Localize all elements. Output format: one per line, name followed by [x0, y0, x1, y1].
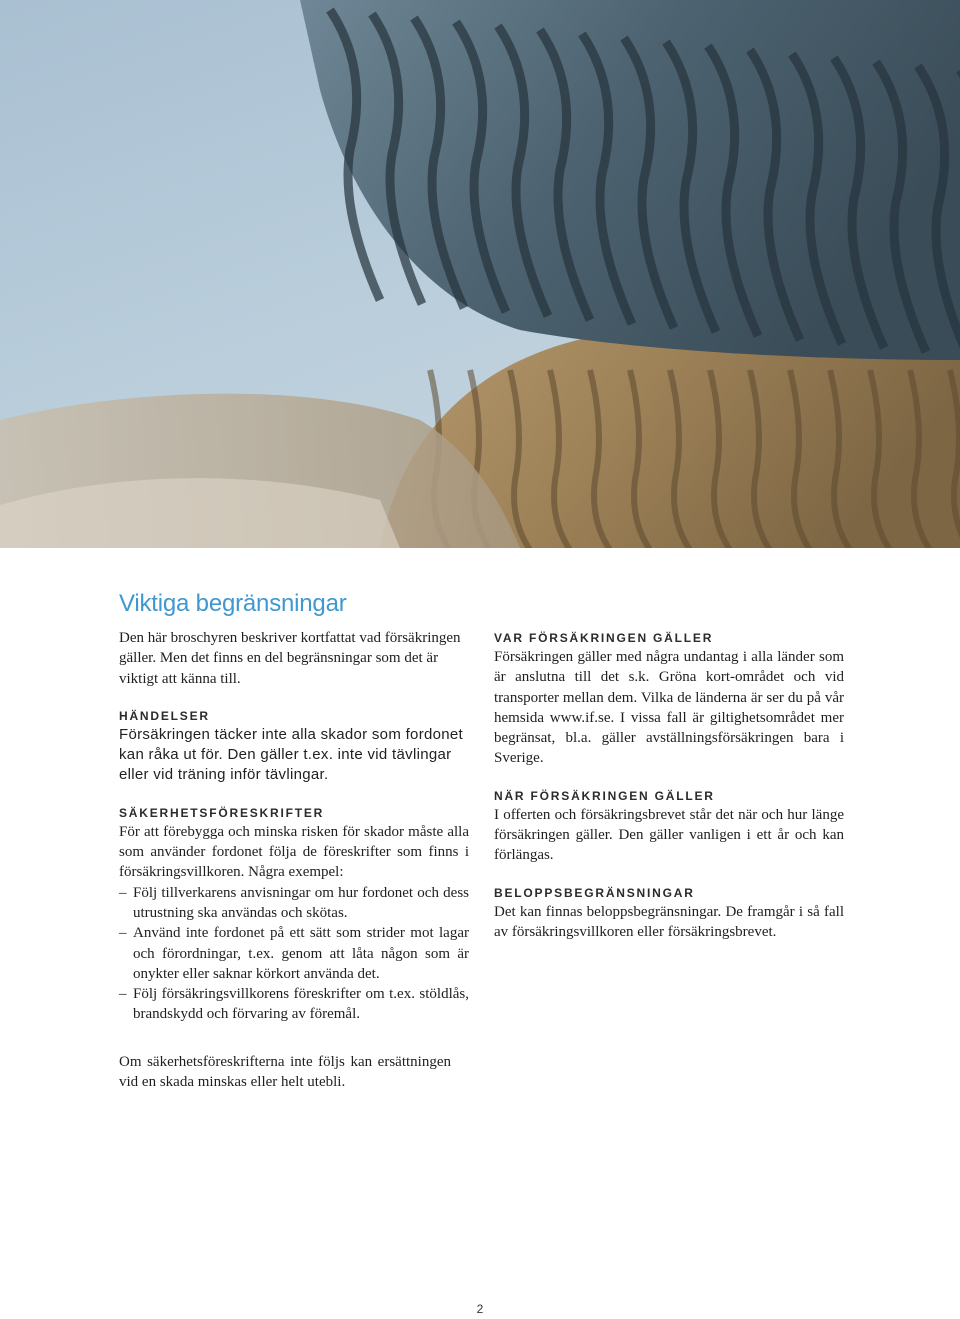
page-title: Viktiga begränsningar [119, 590, 347, 617]
section-body: Försäkringen gäller med några undantag i alla länder som är anslutna till det s.k. Gröna kort-området och vid transporter mellan dem. Vilka de länderna är ser du på vår hemsida www.if.se. I vissa fall är giltighetsområdet mer begränsat, bl.a. gäller avställningsförsäkringen bara i Sverige. [494, 649, 844, 767]
right-column [494, 631, 844, 942]
section-heading: SÄKERHETSFÖRESKRIFTER [119, 805, 325, 820]
section-body: I offerten och försäkringsbrevet står det när och hur länge försäkringen gäller. Den gäller vanligen i ett år och kan förlängas. [494, 806, 844, 864]
section-sakerhetsforeskrifter [119, 806, 469, 1025]
section-heading: HÄNDELSER [119, 708, 210, 723]
section-heading: VAR FÖRSÄKRINGEN GÄLLER [494, 631, 714, 645]
section-heading: BELOPPSBEGRÄNSNINGAR [494, 885, 695, 900]
stacked-tires-illustration [0, 0, 960, 548]
closing-paragraph: Om säkerhetsföreskrifterna inte följs kan ersättningen vid en skada minskas eller helt utebli. [119, 1054, 451, 1091]
list-item: – Följ försäkringsvillkorens föreskrifter om t.ex. stöldlås, brandskydd och förvaring av föremål. [119, 984, 469, 1025]
section-var-forsakringen-galler [494, 631, 844, 769]
section-body: Det kan finnas beloppsbegränsningar. De framgår i så fall av försäkringsvillkoren eller försäkringsbrevet. [494, 903, 844, 940]
left-column [119, 590, 469, 1025]
section-body: Försäkringen täcker inte alla skador som fordonet kan råka ut för. Den gäller t.ex. inte vid tävlingar eller vid träning inför tävlingar. [119, 725, 464, 784]
section-handelser [119, 709, 469, 786]
list-item: – Använd inte fordonet på ett sätt som strider mot lagar och förordningar, t.ex. genom att låta någon som är onykter eller saknar körkort använda det. [119, 923, 469, 984]
page-number: 2 [476, 1302, 484, 1316]
rules-list [119, 883, 469, 1025]
section-heading: NÄR FÖRSÄKRINGEN GÄLLER [494, 788, 715, 803]
section-beloppsbegransningar [494, 886, 844, 943]
list-item: – Följ tillverkarens anvisningar om hur fordonet och dess utrustning ska användas och skötas. [119, 883, 469, 924]
section-body: För att förebygga och minska risken för skador måste alla som använder fordonet följa de föreskrifter som finns i försäkringsvillkoren. Några exempel: [119, 823, 469, 881]
hero-photo [0, 0, 960, 548]
intro-paragraph: Den här broschyren beskriver kortfattat vad försäkringen gäller. Men det finns en del begränsningar som det är viktigt att känna till. [119, 630, 461, 687]
section-nar-forsakringen-galler [494, 789, 844, 866]
